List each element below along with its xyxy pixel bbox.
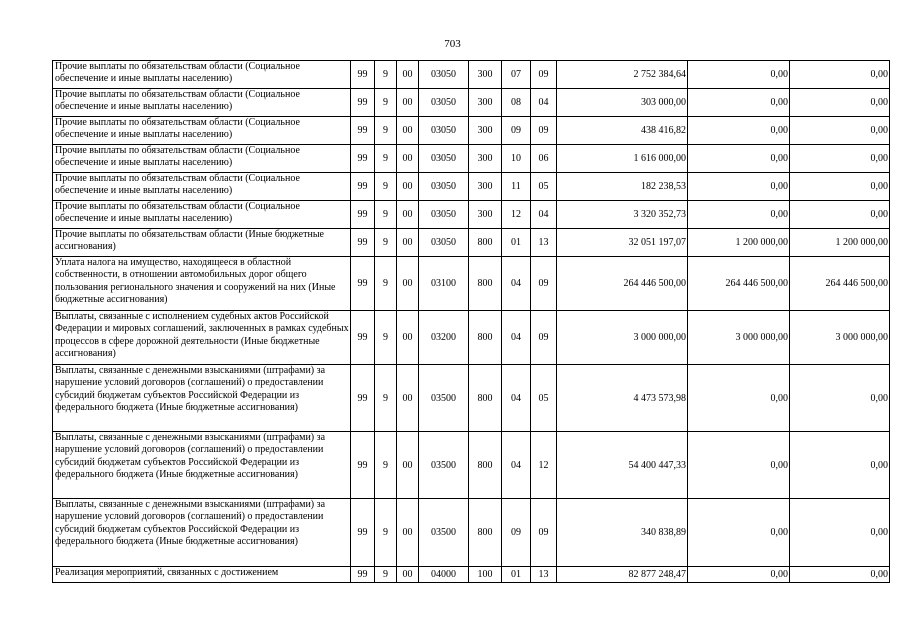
subprogram-code-cell: 9 xyxy=(375,257,397,311)
table-row xyxy=(53,311,890,365)
amount-year2-cell: 0,00 xyxy=(688,117,790,145)
section-cell: 10 xyxy=(502,145,531,173)
table-row xyxy=(53,229,890,257)
section-cell: 04 xyxy=(502,311,531,365)
table-row xyxy=(53,117,890,145)
program-name-cell: Прочие выплаты по обязательствам области (Социальное обеспечение и иные выплаты населению) xyxy=(53,117,351,145)
program-name-cell: Реализация мероприятий, связанных с достижением xyxy=(53,567,351,583)
amount-year1-cell: 438 416,82 xyxy=(557,117,688,145)
section-cell: 01 xyxy=(502,567,531,583)
amount-year2-cell: 3 000 000,00 xyxy=(688,311,790,365)
expense-type-cell: 300 xyxy=(469,117,502,145)
amount-year1-cell: 182 238,53 xyxy=(557,173,688,201)
subprogram-code-cell: 9 xyxy=(375,311,397,365)
expense-type-cell: 800 xyxy=(469,229,502,257)
program-code-cell: 99 xyxy=(351,145,375,173)
expense-type-cell: 300 xyxy=(469,61,502,89)
subprogram-code-cell: 9 xyxy=(375,145,397,173)
expense-code-cell: 03050 xyxy=(419,173,469,201)
expense-code-cell: 03050 xyxy=(419,201,469,229)
amount-year1-cell: 2 752 384,64 xyxy=(557,61,688,89)
subsection-cell: 09 xyxy=(531,311,557,365)
amount-year3-cell: 3 000 000,00 xyxy=(790,311,890,365)
direction-code-cell: 00 xyxy=(397,229,419,257)
amount-year2-cell: 0,00 xyxy=(688,61,790,89)
expense-code-cell: 03500 xyxy=(419,432,469,499)
table-row xyxy=(53,365,890,432)
program-code-cell: 99 xyxy=(351,61,375,89)
subprogram-code-cell: 9 xyxy=(375,201,397,229)
section-cell: 12 xyxy=(502,201,531,229)
table-row xyxy=(53,257,890,311)
program-code-cell: 99 xyxy=(351,117,375,145)
program-name-cell: Прочие выплаты по обязательствам области (Иные бюджетные ассигнования) xyxy=(53,229,351,257)
amount-year1-cell: 340 838,89 xyxy=(557,499,688,567)
amount-year3-cell: 0,00 xyxy=(790,365,890,432)
table-row xyxy=(53,173,890,201)
subprogram-code-cell: 9 xyxy=(375,89,397,117)
table-body xyxy=(53,61,890,583)
amount-year2-cell: 0,00 xyxy=(688,365,790,432)
amount-year2-cell: 0,00 xyxy=(688,201,790,229)
amount-year1-cell: 264 446 500,00 xyxy=(557,257,688,311)
direction-code-cell: 00 xyxy=(397,365,419,432)
program-name-cell: Уплата налога на имущество, находящееся в областной собственности, в отношении автомобильных дорог общего пользования регионального значения и сооружений на них (Иные бюджетные ассигнования) xyxy=(53,257,351,311)
expense-type-cell: 300 xyxy=(469,89,502,117)
amount-year1-cell: 303 000,00 xyxy=(557,89,688,117)
subsection-cell: 09 xyxy=(531,117,557,145)
direction-code-cell: 00 xyxy=(397,201,419,229)
amount-year2-cell: 0,00 xyxy=(688,145,790,173)
table-row xyxy=(53,432,890,499)
subprogram-code-cell: 9 xyxy=(375,117,397,145)
program-code-cell: 99 xyxy=(351,499,375,567)
program-name-cell: Прочие выплаты по обязательствам области (Социальное обеспечение и иные выплаты населению) xyxy=(53,89,351,117)
expense-code-cell: 03100 xyxy=(419,257,469,311)
expense-type-cell: 800 xyxy=(469,432,502,499)
table-row xyxy=(53,499,890,567)
amount-year1-cell: 32 051 197,07 xyxy=(557,229,688,257)
subsection-cell: 04 xyxy=(531,201,557,229)
section-cell: 09 xyxy=(502,499,531,567)
subsection-cell: 04 xyxy=(531,89,557,117)
table-row xyxy=(53,201,890,229)
subprogram-code-cell: 9 xyxy=(375,432,397,499)
amount-year3-cell: 0,00 xyxy=(790,61,890,89)
direction-code-cell: 00 xyxy=(397,61,419,89)
subsection-cell: 09 xyxy=(531,61,557,89)
program-code-cell: 99 xyxy=(351,365,375,432)
amount-year3-cell: 0,00 xyxy=(790,145,890,173)
amount-year2-cell: 1 200 000,00 xyxy=(688,229,790,257)
section-cell: 04 xyxy=(502,365,531,432)
direction-code-cell: 00 xyxy=(397,117,419,145)
amount-year2-cell: 0,00 xyxy=(688,499,790,567)
amount-year3-cell: 0,00 xyxy=(790,173,890,201)
program-code-cell: 99 xyxy=(351,432,375,499)
program-name-cell: Прочие выплаты по обязательствам области (Социальное обеспечение и иные выплаты населению) xyxy=(53,173,351,201)
amount-year2-cell: 264 446 500,00 xyxy=(688,257,790,311)
program-name-cell: Выплаты, связанные с исполнением судебных актов Российской Федерации и мировых соглашений, заключенных в рамках судебных процессов в сфере дорожной деятельности (Иные бюджетные ассигнования) xyxy=(53,311,351,365)
subsection-cell: 05 xyxy=(531,173,557,201)
program-name-cell: Прочие выплаты по обязательствам области (Социальное обеспечение и иные выплаты населению) xyxy=(53,145,351,173)
subsection-cell: 13 xyxy=(531,567,557,583)
expense-code-cell: 03050 xyxy=(419,145,469,173)
expense-code-cell: 03500 xyxy=(419,365,469,432)
program-code-cell: 99 xyxy=(351,173,375,201)
budget-table xyxy=(52,60,890,583)
section-cell: 04 xyxy=(502,432,531,499)
direction-code-cell: 00 xyxy=(397,145,419,173)
program-name-cell: Прочие выплаты по обязательствам области (Социальное обеспечение и иные выплаты населению) xyxy=(53,61,351,89)
amount-year1-cell: 54 400 447,33 xyxy=(557,432,688,499)
amount-year2-cell: 0,00 xyxy=(688,173,790,201)
expense-type-cell: 800 xyxy=(469,365,502,432)
program-name-cell: Выплаты, связанные с денежными взысканиями (штрафами) за нарушение условий договоров (соглашений) о предоставлении субсидий бюджетам субъектов Российской Федерации из федерального бюджета (Иные бюджетные ассигнования) xyxy=(53,365,351,432)
amount-year1-cell: 1 616 000,00 xyxy=(557,145,688,173)
expense-type-cell: 300 xyxy=(469,201,502,229)
amount-year3-cell: 0,00 xyxy=(790,499,890,567)
amount-year3-cell: 0,00 xyxy=(790,567,890,583)
amount-year3-cell: 264 446 500,00 xyxy=(790,257,890,311)
expense-code-cell: 03050 xyxy=(419,117,469,145)
expense-code-cell: 03500 xyxy=(419,499,469,567)
subprogram-code-cell: 9 xyxy=(375,173,397,201)
expense-code-cell: 04000 xyxy=(419,567,469,583)
direction-code-cell: 00 xyxy=(397,499,419,567)
subprogram-code-cell: 9 xyxy=(375,499,397,567)
subprogram-code-cell: 9 xyxy=(375,567,397,583)
program-code-cell: 99 xyxy=(351,257,375,311)
direction-code-cell: 00 xyxy=(397,567,419,583)
subprogram-code-cell: 9 xyxy=(375,61,397,89)
table-row xyxy=(53,89,890,117)
expense-type-cell: 100 xyxy=(469,567,502,583)
direction-code-cell: 00 xyxy=(397,432,419,499)
amount-year3-cell: 1 200 000,00 xyxy=(790,229,890,257)
amount-year2-cell: 0,00 xyxy=(688,89,790,117)
amount-year3-cell: 0,00 xyxy=(790,432,890,499)
page-number: 703 xyxy=(444,38,461,50)
direction-code-cell: 00 xyxy=(397,89,419,117)
program-code-cell: 99 xyxy=(351,567,375,583)
section-cell: 11 xyxy=(502,173,531,201)
expense-type-cell: 800 xyxy=(469,311,502,365)
section-cell: 08 xyxy=(502,89,531,117)
expense-type-cell: 300 xyxy=(469,145,502,173)
expense-code-cell: 03050 xyxy=(419,61,469,89)
subprogram-code-cell: 9 xyxy=(375,229,397,257)
direction-code-cell: 00 xyxy=(397,257,419,311)
amount-year1-cell: 3 000 000,00 xyxy=(557,311,688,365)
amount-year2-cell: 0,00 xyxy=(688,432,790,499)
amount-year1-cell: 82 877 248,47 xyxy=(557,567,688,583)
subprogram-code-cell: 9 xyxy=(375,365,397,432)
amount-year3-cell: 0,00 xyxy=(790,117,890,145)
program-name-cell: Прочие выплаты по обязательствам области (Социальное обеспечение и иные выплаты населению) xyxy=(53,201,351,229)
program-name-cell: Выплаты, связанные с денежными взысканиями (штрафами) за нарушение условий договоров (соглашений) о предоставлении субсидий бюджетам субъектов Российской Федерации из федерального бюджета (Иные бюджетные ассигнования) xyxy=(53,499,351,567)
program-code-cell: 99 xyxy=(351,201,375,229)
program-code-cell: 99 xyxy=(351,229,375,257)
expense-code-cell: 03050 xyxy=(419,89,469,117)
table-row xyxy=(53,61,890,89)
section-cell: 01 xyxy=(502,229,531,257)
table-row xyxy=(53,567,890,583)
subsection-cell: 12 xyxy=(531,432,557,499)
program-code-cell: 99 xyxy=(351,89,375,117)
program-code-cell: 99 xyxy=(351,311,375,365)
direction-code-cell: 00 xyxy=(397,173,419,201)
amount-year3-cell: 0,00 xyxy=(790,201,890,229)
section-cell: 07 xyxy=(502,61,531,89)
amount-year1-cell: 3 320 352,73 xyxy=(557,201,688,229)
section-cell: 09 xyxy=(502,117,531,145)
subsection-cell: 06 xyxy=(531,145,557,173)
amount-year3-cell: 0,00 xyxy=(790,89,890,117)
expense-type-cell: 300 xyxy=(469,173,502,201)
section-cell: 04 xyxy=(502,257,531,311)
amount-year1-cell: 4 473 573,98 xyxy=(557,365,688,432)
subsection-cell: 13 xyxy=(531,229,557,257)
program-name-cell: Выплаты, связанные с денежными взысканиями (штрафами) за нарушение условий договоров (соглашений) о предоставлении субсидий бюджетам субъектов Российской Федерации из федерального бюджета (Иные бюджетные ассигнования) xyxy=(53,432,351,499)
expense-code-cell: 03200 xyxy=(419,311,469,365)
subsection-cell: 09 xyxy=(531,257,557,311)
expense-type-cell: 800 xyxy=(469,499,502,567)
direction-code-cell: 00 xyxy=(397,311,419,365)
table-row xyxy=(53,145,890,173)
expense-type-cell: 800 xyxy=(469,257,502,311)
expense-code-cell: 03050 xyxy=(419,229,469,257)
subsection-cell: 09 xyxy=(531,499,557,567)
amount-year2-cell: 0,00 xyxy=(688,567,790,583)
subsection-cell: 05 xyxy=(531,365,557,432)
